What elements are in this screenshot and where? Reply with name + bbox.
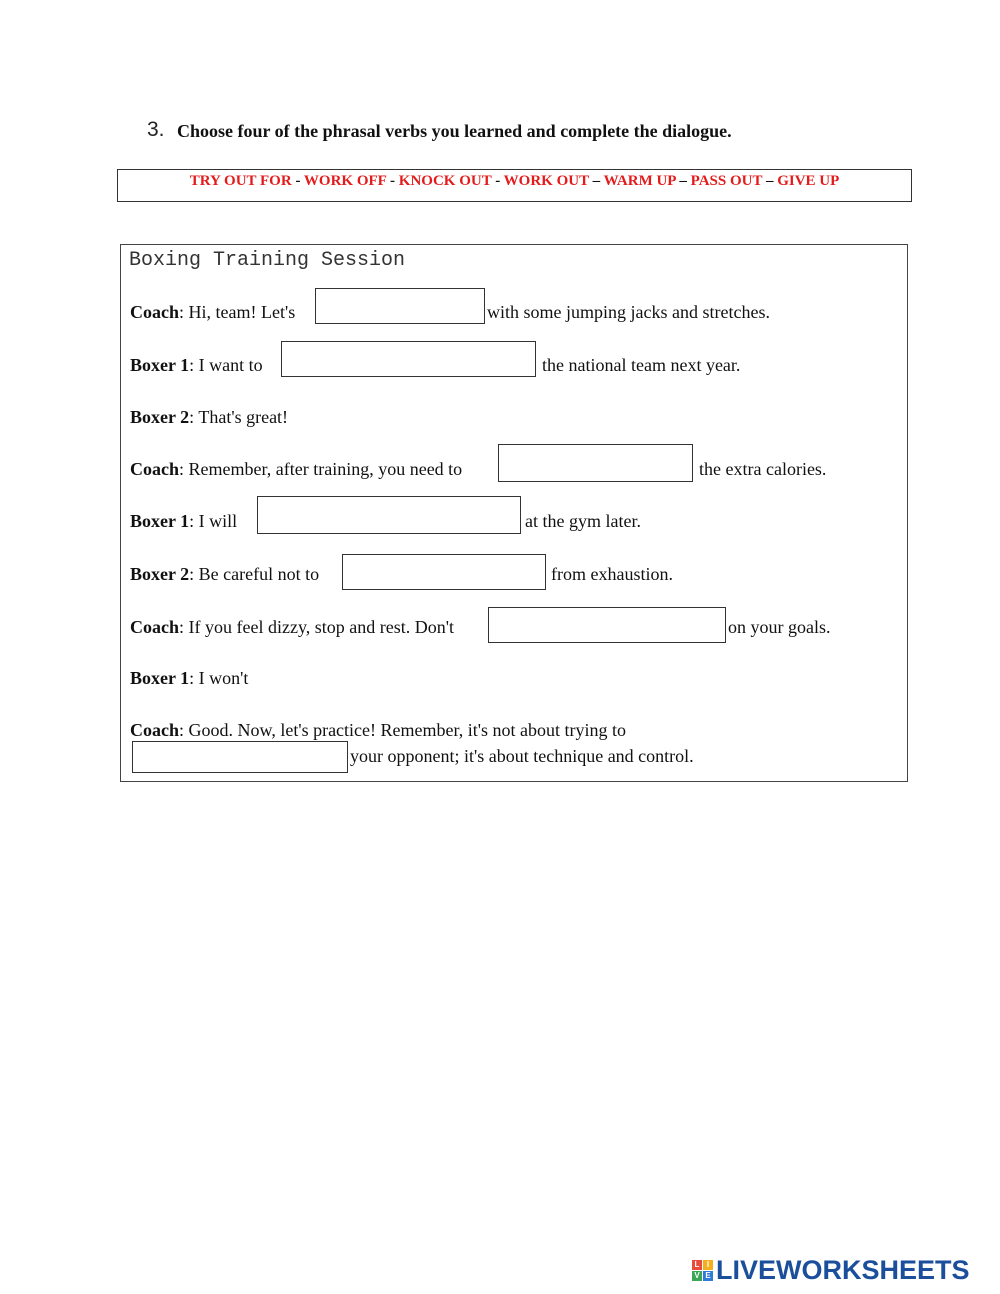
speaker-name: Coach: [130, 720, 179, 740]
word-bank-separator: –: [675, 173, 691, 189]
line-text-after: with some jumping jacks and stretches.: [487, 302, 770, 322]
line-text-after: the national team next year.: [542, 355, 741, 375]
word-bank-separator: -: [386, 173, 399, 189]
line-text: : That's great!: [189, 407, 289, 427]
dialogue-line: [130, 302, 295, 323]
dialogue-line: [130, 668, 248, 689]
speaker-name: Coach: [130, 617, 179, 637]
speaker-name: Boxer 1: [130, 668, 190, 688]
word-bank-separator: -: [291, 173, 304, 189]
line-text-after: the extra calories.: [699, 459, 827, 479]
speaker-name: Coach: [130, 459, 179, 479]
word-bank-separator: -: [491, 173, 504, 189]
word-bank-verb: GIVE UP: [777, 173, 840, 189]
dialogue-line: [130, 511, 237, 532]
speaker-name: Boxer 2: [130, 564, 190, 584]
word-bank-verb: WARM UP: [603, 173, 676, 189]
word-bank-separator: –: [588, 173, 604, 189]
logo-letter: E: [703, 1271, 713, 1281]
answer-input-7[interactable]: [132, 741, 348, 773]
liveworksheets-logo: [692, 1255, 970, 1285]
dialogue-line: [130, 564, 319, 585]
word-bank-verb: WORK OUT: [503, 173, 589, 189]
answer-input-1[interactable]: [315, 288, 485, 324]
line-text-after: from exhaustion.: [551, 564, 673, 584]
answer-input-2[interactable]: [281, 341, 536, 377]
word-bank: [117, 169, 912, 202]
dialogue-line: [130, 617, 454, 638]
line-text-after: on your goals.: [728, 617, 831, 637]
line-text: : I won't: [189, 668, 249, 688]
dialogue-line: [130, 355, 263, 376]
speaker-name: Boxer 2: [130, 407, 190, 427]
word-bank-verb: TRY OUT FOR: [189, 173, 292, 189]
answer-input-3[interactable]: [498, 444, 693, 482]
word-bank-verb: WORK OFF: [303, 173, 387, 189]
word-bank-verb: PASS OUT: [690, 173, 763, 189]
line-text-after: your opponent; it's about technique and control.: [350, 746, 694, 766]
line-text: : I want to: [189, 355, 263, 375]
line-text: : If you feel dizzy, stop and rest. Don't: [179, 617, 455, 637]
word-bank-separator: –: [762, 173, 778, 189]
logo-letter: L: [692, 1260, 702, 1270]
speaker-name: Boxer 1: [130, 355, 190, 375]
logo-text: LIVEWORKSHEETS: [716, 1254, 970, 1285]
logo-letter: V: [692, 1271, 702, 1281]
word-bank-verb: KNOCK OUT: [398, 173, 492, 189]
line-text: : Be careful not to: [189, 564, 320, 584]
question-number: 3.: [147, 118, 165, 141]
answer-input-5[interactable]: [342, 554, 546, 590]
line-text: : Good. Now, let's practice! Remember, it's not about trying to: [179, 720, 627, 740]
dialogue-line: [130, 720, 626, 741]
answer-input-6[interactable]: [488, 607, 726, 643]
speaker-name: Boxer 1: [130, 511, 190, 531]
line-text: : I will: [189, 511, 238, 531]
question-instruction: Choose four of the phrasal verbs you learned and complete the dialogue.: [177, 121, 732, 141]
line-text: : Hi, team! Let's: [179, 302, 296, 322]
dialogue-title: Boxing Training Session: [129, 249, 406, 272]
line-text-after: at the gym later.: [525, 511, 641, 531]
logo-letter: I: [703, 1260, 713, 1270]
line-text: : Remember, after training, you need to: [179, 459, 463, 479]
speaker-name: Coach: [130, 302, 179, 322]
answer-input-4[interactable]: [257, 496, 521, 534]
dialogue-line: [130, 459, 462, 480]
dialogue-line: [130, 407, 288, 428]
logo-icon: [692, 1260, 713, 1281]
